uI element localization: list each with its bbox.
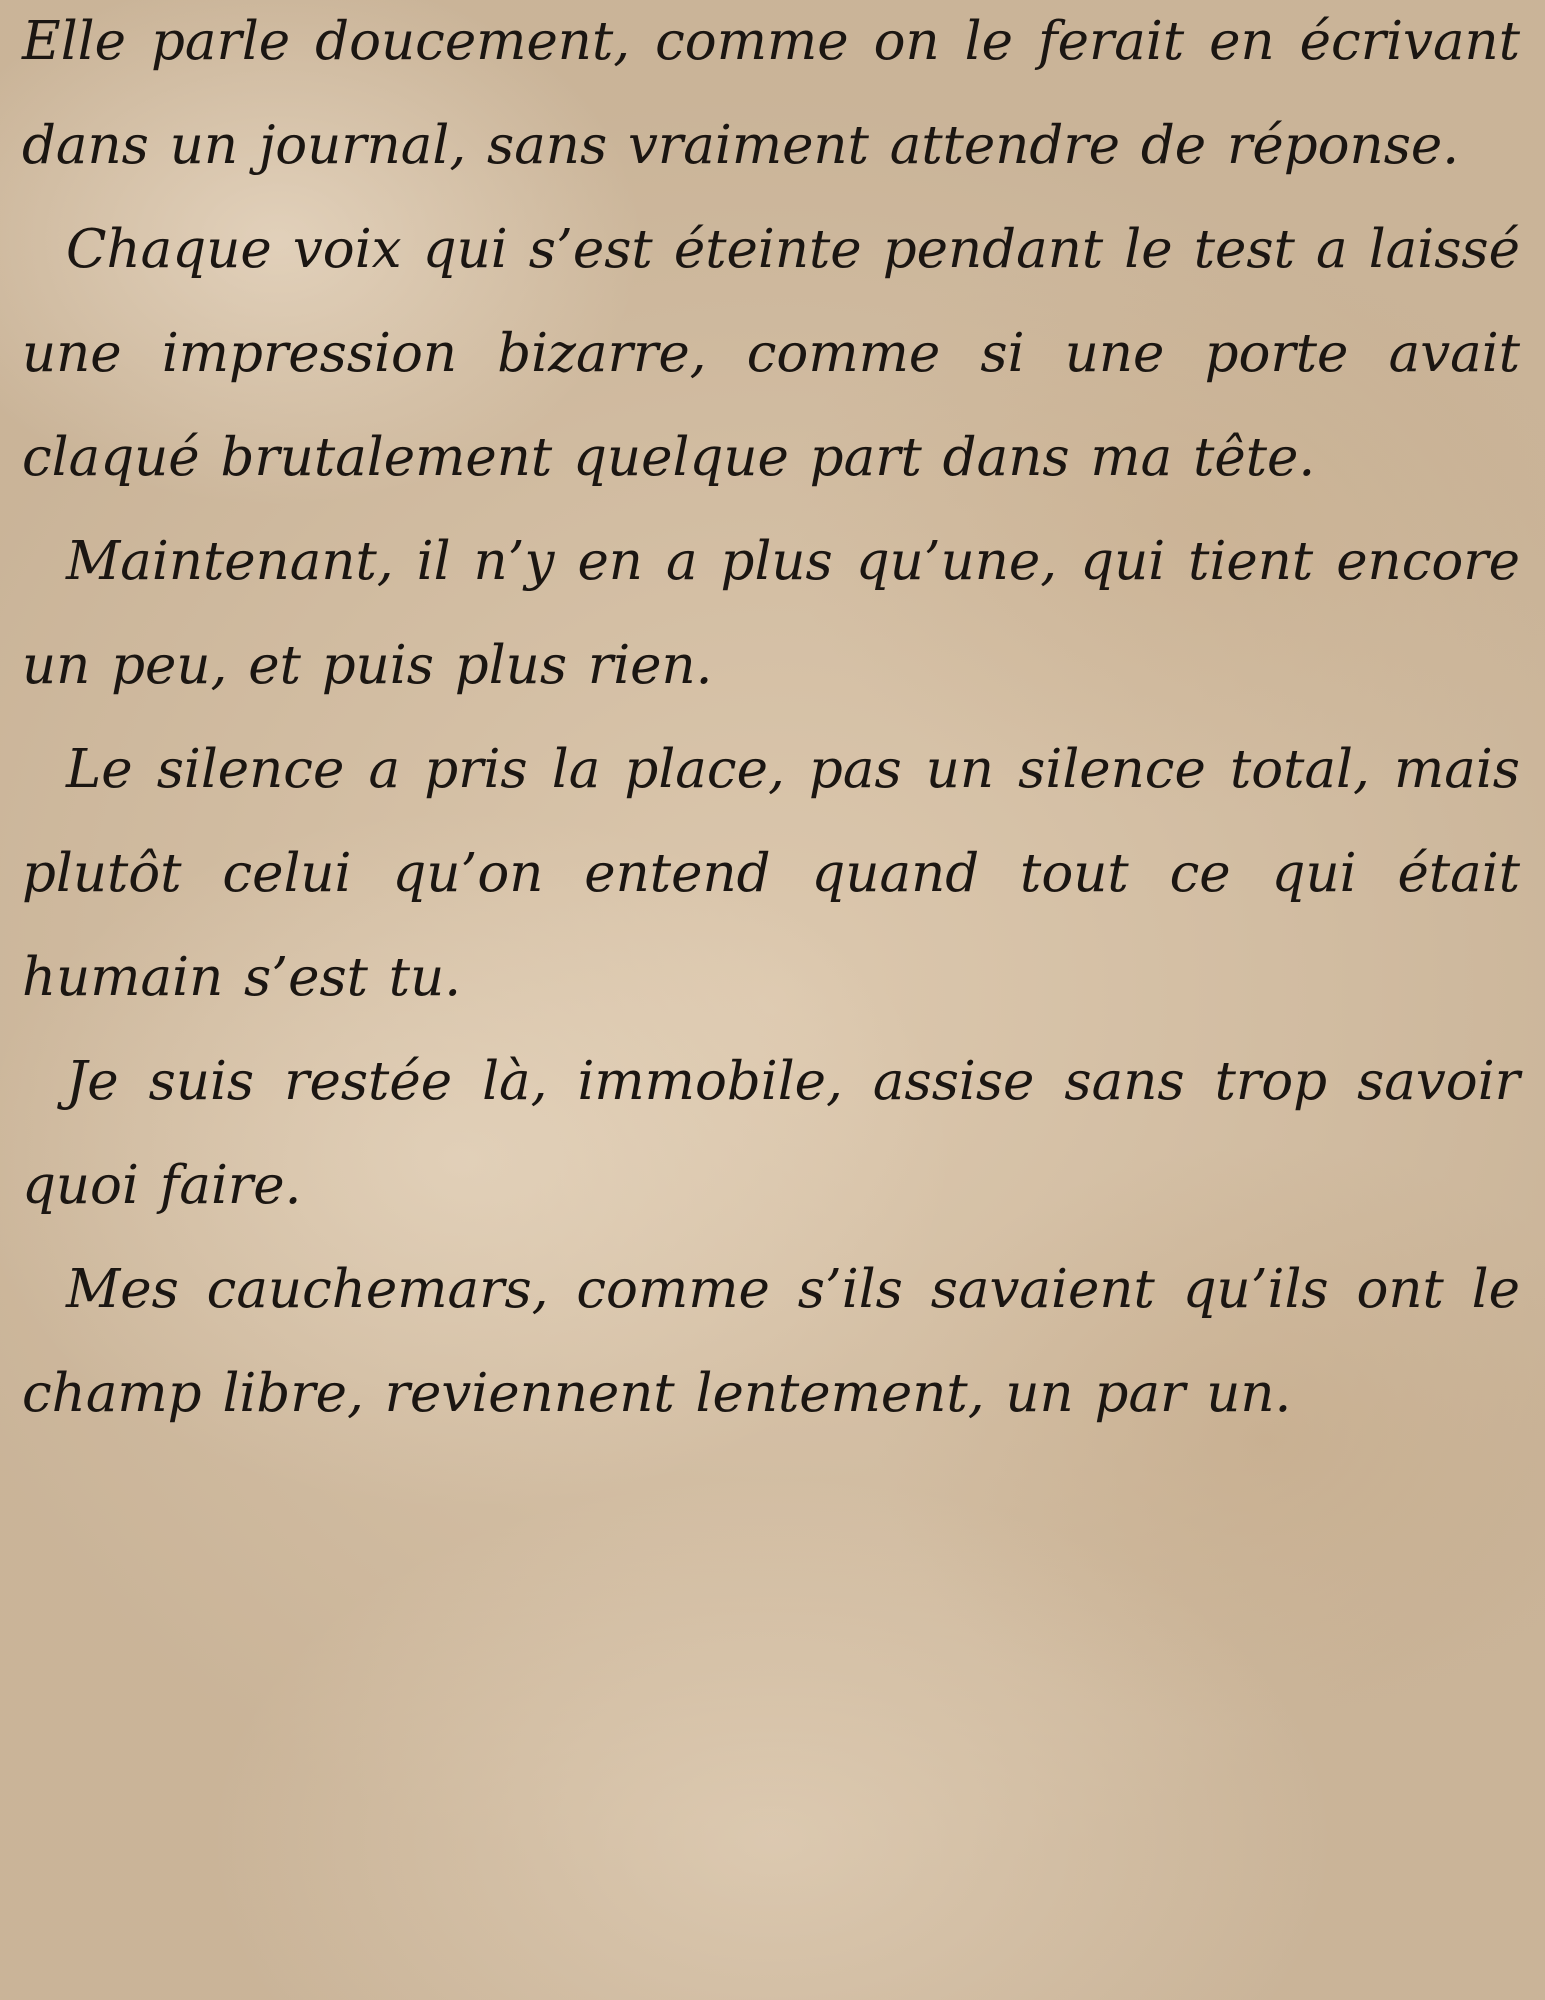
- paragraph-1: Elle parle doucement, comme on le ferait en écrivant dans un journal, sans vraiment attendre de réponse.: [22, 11, 1520, 176]
- handwritten-page: [22, 0, 1520, 1446]
- paragraph-5: Je suis restée là, immobile, assise sans trop savoir quoi faire.: [22, 1051, 1520, 1216]
- paragraph-6: Mes cauchemars, comme s’ils savaient qu’ils ont le champ libre, reviennent lentement, un par un.: [22, 1259, 1520, 1424]
- paragraph-4: Le silence a pris la place, pas un silence total, mais plutôt celui qu’on entend quand tout ce qui était humain s’est tu.: [22, 739, 1520, 1008]
- paragraph-2: Chaque voix qui s’est éteinte pendant le test a laissé une impression bizarre, comme si une porte avait claqué brutalement quelque part dans ma tête.: [22, 219, 1520, 488]
- paragraph-3: Maintenant, il n’y en a plus qu’une, qui tient encore un peu, et puis plus rien.: [22, 531, 1520, 696]
